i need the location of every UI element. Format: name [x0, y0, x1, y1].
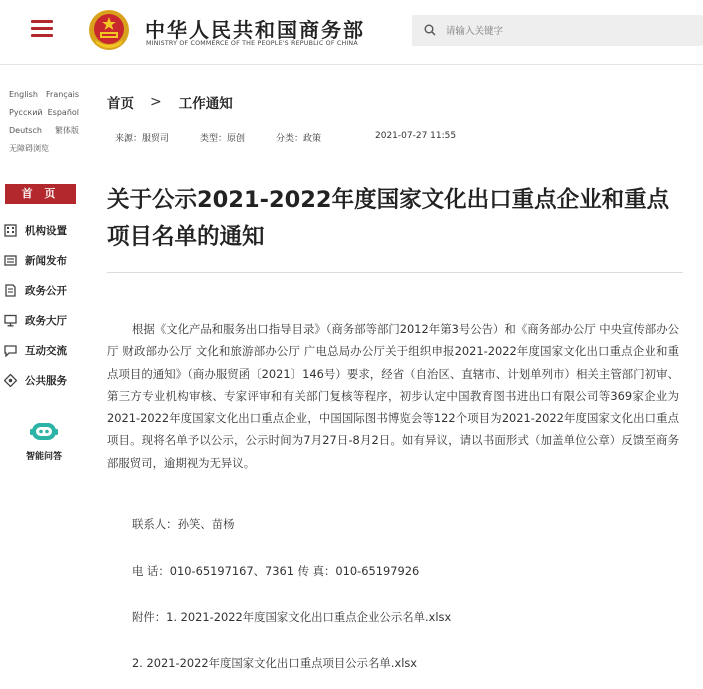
lang-traditional-chinese[interactable]: 繁体版	[55, 126, 79, 135]
sidebar-item-public-service[interactable]	[4, 365, 88, 395]
meta-category: 分类：政策	[276, 134, 322, 144]
service-icon	[4, 374, 17, 387]
meta-datetime: 2021-07-27 11:55	[375, 131, 457, 141]
building-icon	[4, 224, 17, 237]
lang-spanish[interactable]: Español	[47, 108, 79, 117]
sidebar-item-government-affairs[interactable]	[4, 275, 88, 305]
breadcrumb	[107, 92, 233, 112]
meta-source: 来源：服贸司	[115, 134, 170, 144]
smart-qa-label: 智能问答	[25, 452, 62, 462]
title-divider	[107, 272, 683, 273]
smart-qa-button[interactable]	[20, 420, 68, 462]
breadcrumb-home[interactable]: 首页	[107, 96, 134, 112]
attachment-link-1[interactable]: 附件：1. 2021-2022年度国家文化出口重点企业公示名单.xlsx	[132, 610, 452, 624]
sidebar-item-interaction[interactable]	[4, 335, 88, 365]
sidebar-item-label: 机构设置	[25, 224, 67, 237]
news-icon	[4, 254, 17, 267]
sidebar	[0, 65, 88, 689]
phone-line: 电 话：010-65197167、7361 传 真：010-65197926	[132, 564, 420, 578]
breadcrumb-current[interactable]: 工作通知	[178, 96, 233, 112]
search-box	[412, 15, 703, 46]
chevron-right-icon: >	[150, 94, 162, 110]
lang-german[interactable]: Deutsch	[9, 126, 42, 135]
lang-russian[interactable]: Русский	[9, 108, 43, 117]
page-title: 关于公示2021-2022年度国家文化出口重点企业和重点项目名单的通知	[107, 187, 670, 250]
monitor-icon	[4, 314, 17, 327]
search-icon[interactable]	[424, 24, 436, 36]
sidebar-item-label: 公共服务	[25, 374, 67, 387]
sidebar-item-label: 新闻发布	[25, 254, 67, 267]
meta-type: 类型：原创	[200, 134, 246, 144]
language-links	[9, 86, 84, 158]
nav-home-button[interactable]: 首 页	[5, 184, 76, 204]
contact-line: 联系人：孙笑、苗杨	[132, 517, 235, 531]
chat-icon	[4, 344, 17, 357]
sidebar-item-label: 互动交流	[25, 344, 67, 357]
robot-assistant-icon	[30, 420, 58, 444]
attachment-link-2[interactable]: 2. 2021-2022年度国家文化出口重点项目公示名单.xlsx	[132, 656, 418, 670]
sidebar-item-label: 政务公开	[25, 284, 67, 297]
lang-french[interactable]: Français	[46, 90, 79, 99]
menu-icon[interactable]	[31, 20, 53, 38]
search-input[interactable]	[446, 21, 686, 41]
document-icon	[4, 284, 17, 297]
sidebar-item-service-hall[interactable]	[4, 305, 88, 335]
sidebar-item-news[interactable]	[4, 245, 88, 275]
site-title[interactable]: 中华人民共和国商务部	[145, 18, 365, 42]
national-emblem-icon	[87, 8, 131, 52]
article-meta	[115, 131, 456, 144]
sidebar-item-organization[interactable]	[4, 215, 88, 245]
site-header	[0, 0, 703, 64]
article-body: 根据《文化产品和服务出口指导目录》（商务部等部门2012年第3号公告）和《商务部办公厅 中央宣传部办公厅 财政部办公厅 文化和旅游部办公厅 广电总局办公厅关于组织申报2021-2022年度国家文化出口重点企业和重点项目的通知》（商办服贸函〔2021〕146号）要求，经省（自治区、直辖市、计划单列市）相关主管部门初审、第三方专业机构审核、专家评审和有关部门复核等程序，初步认定中国教育图书进出口有限公司等369家企业为2021-2022年度国家文化出口重点企业，中国国际图书博览会等122个项目为2021-2022年度国家文化出口重点项目。现将名单予以公示，公示时间为7月27日-8月2日。如有异议，请以书面形式（加盖单位公章）反馈至商务部服贸司，逾期视为无异议。	[107, 322, 679, 470]
nav-list	[4, 215, 88, 395]
header-divider	[0, 64, 703, 65]
lang-english[interactable]: English	[9, 90, 38, 99]
sidebar-item-label: 政务大厅	[25, 314, 67, 327]
accessibility-link[interactable]: 无障碍浏览	[9, 144, 49, 153]
site-subtitle: MINISTRY OF COMMERCE OF THE PEOPLE'S REPUBLIC OF CHINA	[146, 40, 358, 47]
